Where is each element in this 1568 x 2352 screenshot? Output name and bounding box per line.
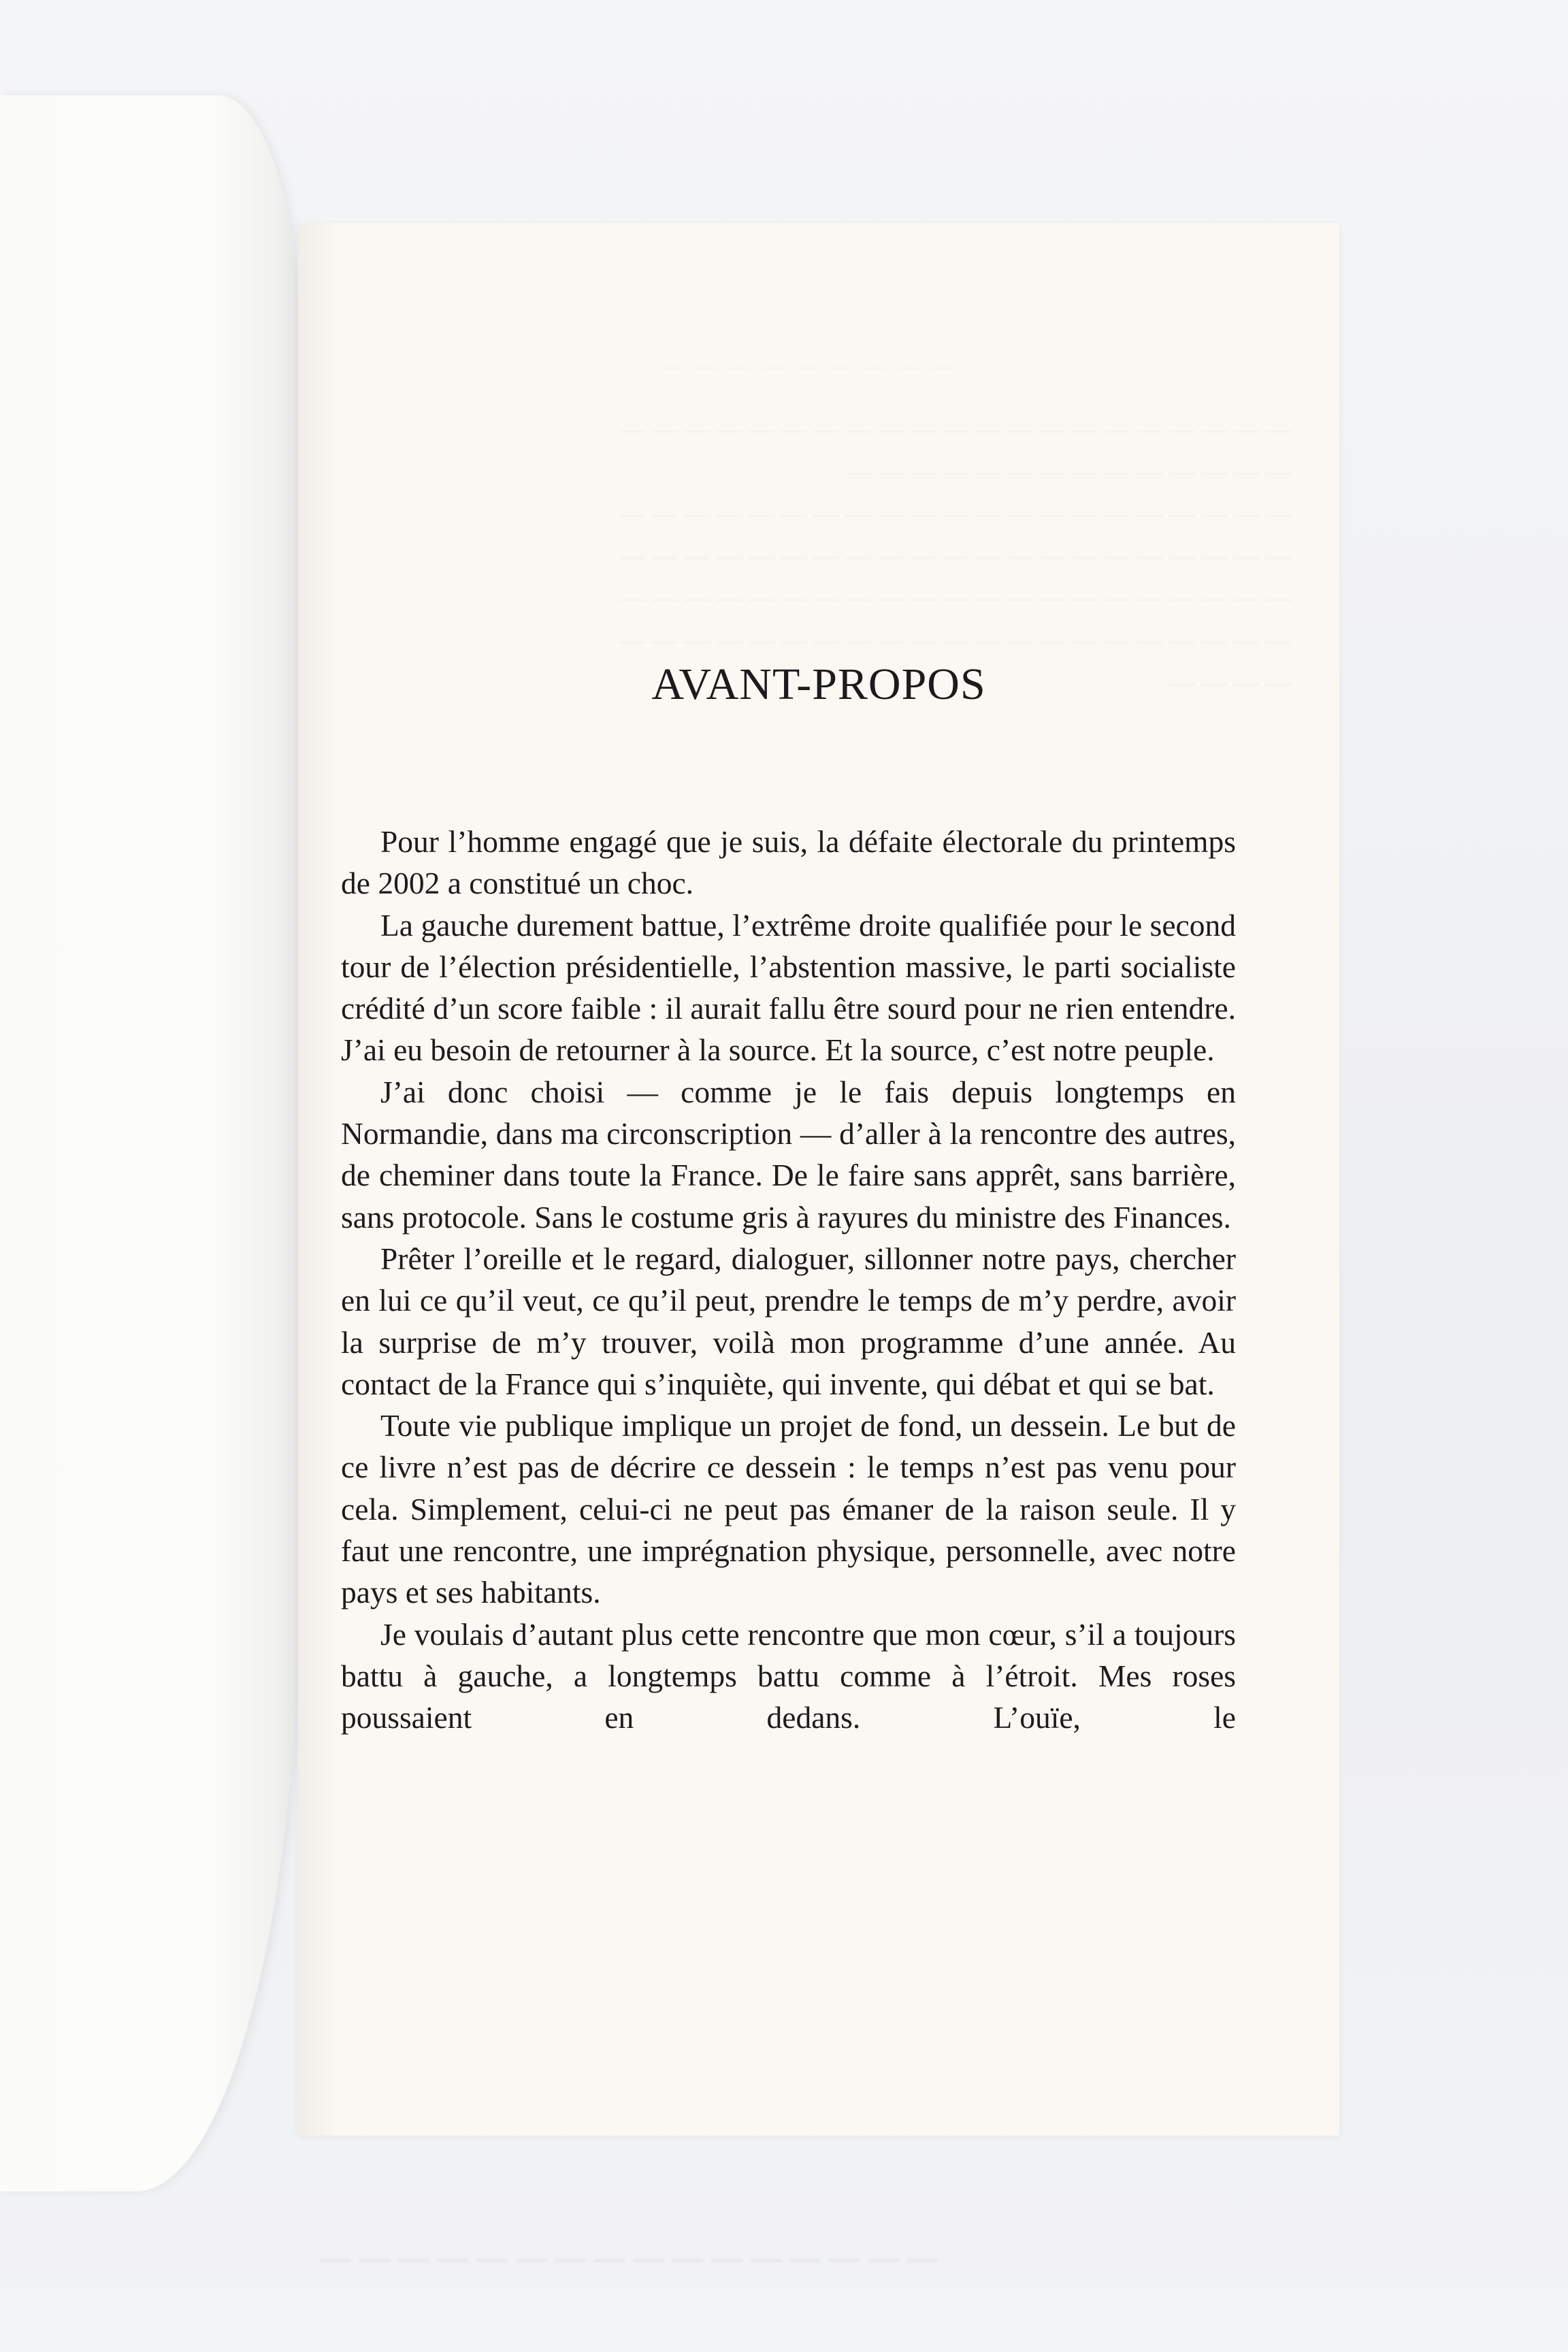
table-reflection: — — — — — — — — — — — — — — — — — [320, 2247, 938, 2281]
paragraph: Toute vie publique implique un projet de fond, un dessein. Le but de ce livre n’est pas de décrire ce dessein : le temps n’est pas venu pour cela. Simplement, celui-ci ne peut pas émaner de la raison seule. Il y faut une rencontre, une imprégnation physique, personnelle, avec notre pays et ses habitants. — [341, 1408, 1236, 1610]
paragraph: J’ai donc choisi — comme je le fais depuis longtemps en Normandie, dans ma circonscription — d’aller à la rencontre des autres, de cheminer dans toute la France. De le faire sans apprêt, sans barrière, sans protocole. Sans le costume gris à rayures du ministre des Finances. — [341, 1074, 1236, 1235]
left-page — [0, 95, 299, 2191]
body-text — [341, 821, 1236, 1739]
chapter-title: AVANT-PROPOS — [651, 659, 986, 709]
paragraph: Prêter l’oreille et le regard, dialoguer, sillonner notre pays, chercher en lui ce qu’il veut, ce qu’il peut, prendre le temps de m’y perdre, avoir la surprise de m’y trouver, voilà mon programme d’une année. Au contact de la France qui s’inquiète, qui invente, qui débat et qui se bat. — [341, 1241, 1236, 1401]
paragraph: Je voulais d’autant plus cette rencontre que mon cœur, s’il a toujours battu à gauche, a longtemps battu comme à l’étroit. Mes roses poussaient en dedans. L’ouïe, le — [341, 1616, 1236, 1735]
show-through-texture — [318, 346, 1292, 704]
page-gutter-shadow — [298, 223, 339, 2136]
paragraph: La gauche durement battue, l’extrême droite qualifiée pour le second tour de l’élection présidentielle, l’abstention massive, le parti socialiste crédité d’un score faible : il aurait fallu être sourd pour ne rien entendre. J’ai eu besoin de retourner à la source. Et la source, c’est notre peuple. — [341, 907, 1236, 1068]
paragraph: Pour l’homme engagé que je suis, la défaite électorale du printemps de 2002 a constitué un choc. — [341, 824, 1236, 901]
book-page — [298, 223, 1339, 2136]
